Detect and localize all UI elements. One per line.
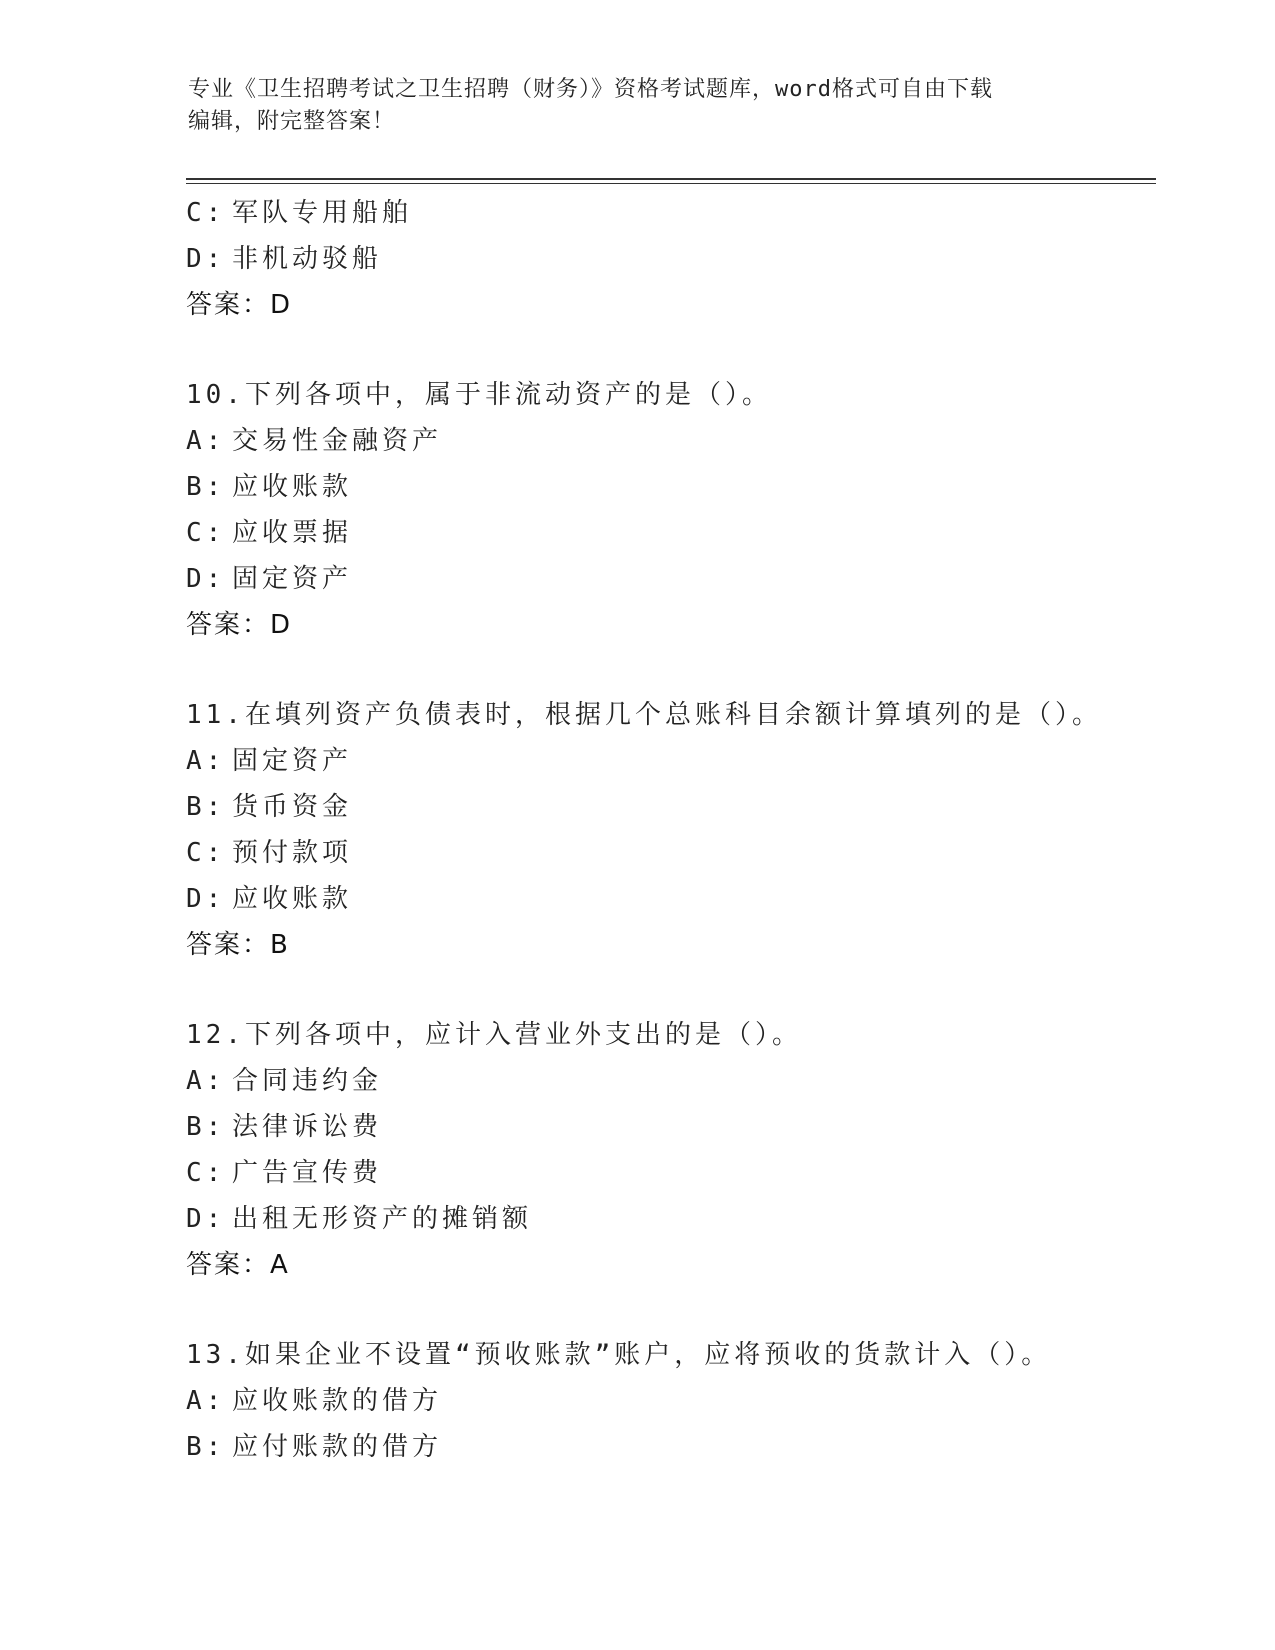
option-letter: A:	[186, 1386, 226, 1416]
option-text: 合同违约金	[232, 1066, 383, 1096]
option-letter: D:	[186, 1204, 226, 1234]
option-letter: B:	[186, 472, 226, 502]
option-text: 广告宣传费	[232, 1158, 383, 1188]
option-d	[186, 1196, 1146, 1242]
option-letter: D:	[186, 244, 226, 274]
option-text: 非机动驳船	[232, 244, 383, 274]
header-line-2: 编辑，附完整答案！	[188, 109, 396, 134]
option-text: 应收票据	[232, 518, 353, 548]
option-letter: C:	[186, 518, 226, 548]
option-b	[186, 1424, 1146, 1470]
option-letter: A:	[186, 746, 226, 776]
option-text: 货币资金	[232, 792, 353, 822]
option-d	[186, 236, 1146, 282]
option-b	[186, 1104, 1146, 1150]
option-letter: D:	[186, 884, 226, 914]
previous-question-tail	[186, 190, 1146, 328]
option-a	[186, 738, 1146, 784]
option-c	[186, 830, 1146, 876]
option-letter: B:	[186, 1112, 226, 1142]
option-a	[186, 1378, 1146, 1424]
question-stem: 10.下列各项中，属于非流动资产的是（）。	[186, 380, 772, 410]
option-text: 固定资产	[232, 564, 353, 594]
option-text: 交易性金融资产	[232, 426, 443, 456]
option-letter: C:	[186, 838, 226, 868]
header-divider	[186, 178, 1156, 184]
question-stem: 13.如果企业不设置“预收账款”账户，应将预收的货款计入（）。	[186, 1340, 1052, 1370]
option-letter: B:	[186, 1432, 226, 1462]
option-letter: C:	[186, 198, 226, 228]
answer-line: 答案：D	[186, 610, 293, 640]
option-b	[186, 784, 1146, 830]
question-10	[186, 372, 1146, 648]
option-text: 固定资产	[232, 746, 353, 776]
option-text: 应收账款	[232, 884, 353, 914]
option-letter: C:	[186, 1158, 226, 1188]
question-13	[186, 1332, 1146, 1470]
option-text: 预付款项	[232, 838, 353, 868]
option-text: 出租无形资产的摊销额	[232, 1204, 533, 1234]
option-d	[186, 876, 1146, 922]
question-stem: 11.在填列资产负债表时，根据几个总账科目余额计算填列的是（）。	[186, 700, 1102, 730]
header-line-1: 专业《卫生招聘考试之卫生招聘（财务）》资格考试题库，word格式可自由下载	[188, 77, 993, 102]
question-stem: 12.下列各项中，应计入营业外支出的是（）。	[186, 1020, 802, 1050]
option-d	[186, 556, 1146, 602]
option-c	[186, 1150, 1146, 1196]
option-letter: A:	[186, 1066, 226, 1096]
option-text: 法律诉讼费	[232, 1112, 383, 1142]
page-header	[188, 74, 1088, 138]
option-letter: A:	[186, 426, 226, 456]
option-a	[186, 418, 1146, 464]
option-text: 应收账款的借方	[232, 1386, 443, 1416]
option-text: 应付账款的借方	[232, 1432, 443, 1462]
option-letter: D:	[186, 564, 226, 594]
answer-line: 答案：D	[186, 290, 293, 320]
answer-line: 答案：A	[186, 1250, 290, 1280]
question-11	[186, 692, 1146, 968]
option-text: 应收账款	[232, 472, 353, 502]
option-b	[186, 464, 1146, 510]
question-12	[186, 1012, 1146, 1288]
option-c	[186, 510, 1146, 556]
answer-line: 答案：B	[186, 930, 290, 960]
option-a	[186, 1058, 1146, 1104]
option-text: 军队专用船舶	[232, 198, 413, 228]
question-list	[186, 190, 1146, 1470]
option-letter: B:	[186, 792, 226, 822]
option-c	[186, 190, 1146, 236]
